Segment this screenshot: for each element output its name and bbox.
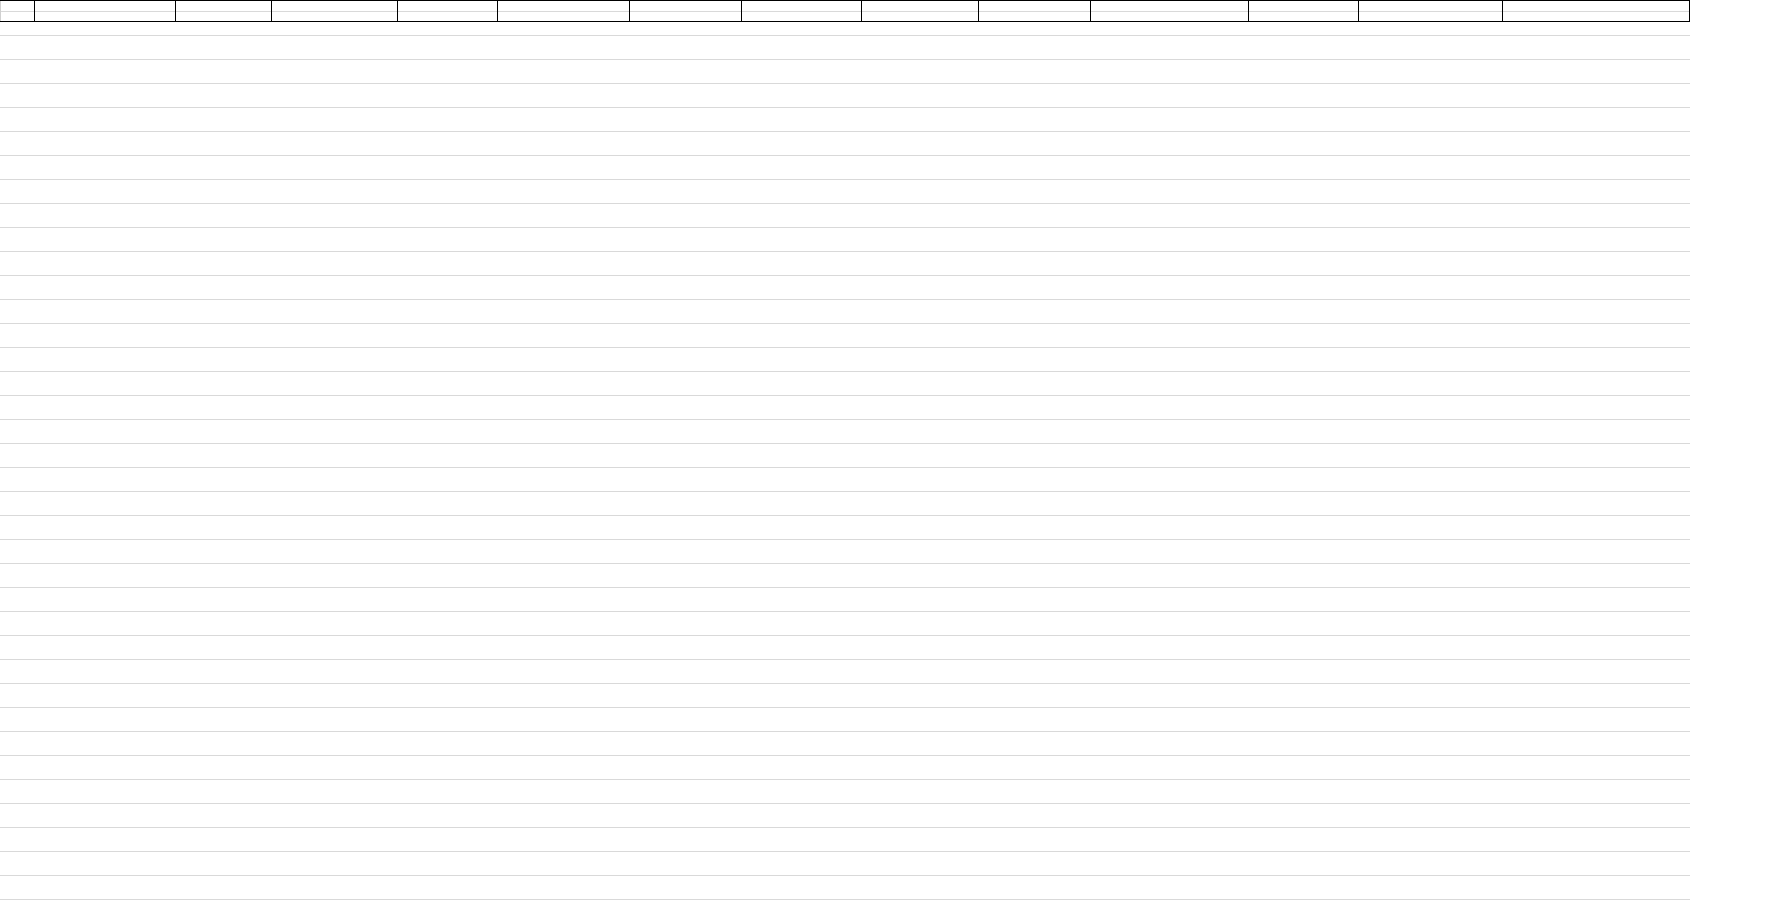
empty-cell[interactable] bbox=[1091, 1, 1249, 22]
empty-cell[interactable] bbox=[1359, 1, 1503, 22]
empty-cell[interactable] bbox=[979, 1, 1091, 22]
empty-cell[interactable] bbox=[272, 1, 398, 22]
previous-row bbox=[1, 1, 1690, 22]
empty-cell[interactable] bbox=[176, 1, 272, 22]
empty-cell[interactable] bbox=[1249, 1, 1359, 22]
empty-cell[interactable] bbox=[1, 1, 35, 22]
empty-cell[interactable] bbox=[35, 1, 176, 22]
empty-cell[interactable] bbox=[742, 1, 862, 22]
empty-cell[interactable] bbox=[1503, 1, 1690, 22]
empty-cell[interactable] bbox=[862, 1, 979, 22]
costume-materials-table bbox=[0, 0, 1690, 22]
empty-cell[interactable] bbox=[398, 1, 498, 22]
empty-cell[interactable] bbox=[498, 1, 630, 22]
empty-cell[interactable] bbox=[630, 1, 742, 22]
